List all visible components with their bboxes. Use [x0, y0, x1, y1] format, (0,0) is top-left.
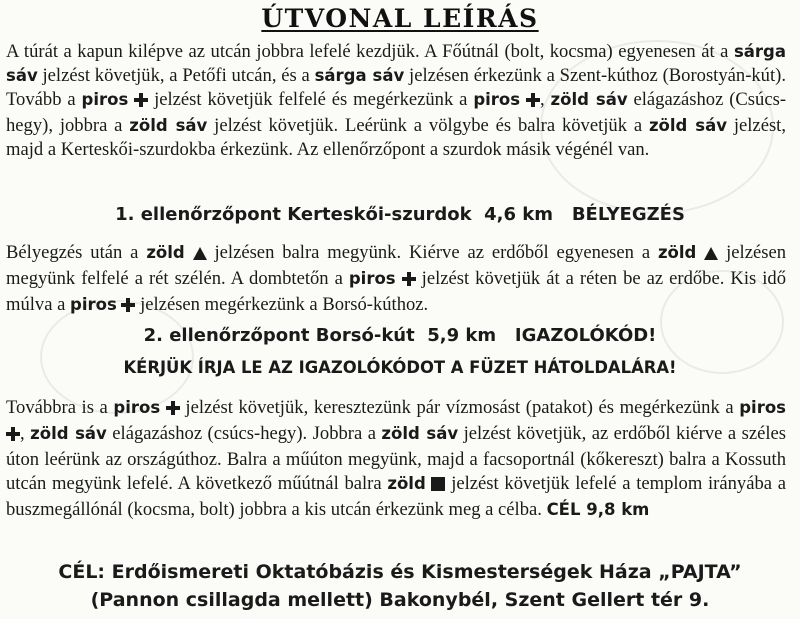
- red-cross-icon: [402, 269, 416, 293]
- route-paragraph-3: Továbbra is a piros jelzést követjük, keresztezünk pár vízmosást (patakot) és megérkezünk a piros , zöld sáv elágazáshoz (csúcs-hegy). Jobbra a zöld sáv jelzést követjük, az erdőből kiérve a széles úton leérünk az országúthoz. Balra a műúton megyünk, majd a facsoportnál (kőkereszt) balra a Kossuth utcán megyünk lefelé. A következő műútnál balra zöld jelzést követjük lefelé a templom irányába a buszmegállónál (kocsma, bolt) jobbra a kis utcán érkezünk meg a célba. CÉL 9,8 km: [6, 397, 787, 520]
- checkpoint-1-heading: 1. ellenőrzőpont Kerteskői-szurdok 4,6 km BÉLYEGZÉS: [115, 204, 685, 225]
- checkpoint-2-note: KÉRJÜK ÍRJA LE AZ IGAZOLÓKÓDOT A FÜZET HÁTOLDALÁRA!: [123, 358, 677, 377]
- route-paragraph-1: A túrát a kapun kilépve az utcán jobbra lefelé kezdjük. A Főútnál (bolt, kocsma) egyenesen át a sárga sáv jelzést követjük, a Petőfi utcán, és a sárga sáv jelzésen érkezünk a Szent-kúthoz (Borostyán-kút). Tovább a piros jelzést követjük felfelé és megérkezünk a piros , zöld sáv elágazáshoz (Csúcs-hegy), jobbra a zöld sáv jelzést követjük. Leérünk a völgybe és balra követjük a zöld sáv jelzést, majd a Kerteskői-szurdokba érkezünk. Az ellenőrzőpont a szurdok másik végénél van.: [6, 41, 787, 160]
- green-triangle-icon: [704, 243, 718, 267]
- finish-location-line-1: CÉL: Erdőismereti Oktatóbázis és Kismesterségek Háza „PAJTA”: [58, 561, 742, 583]
- checkpoint-2-heading: 2. ellenőrzőpont Borsó-kút 5,9 km IGAZOLÓKÓD!: [143, 325, 657, 346]
- red-cross-icon: [166, 398, 180, 422]
- red-cross-icon: [134, 90, 148, 114]
- red-cross-icon: [6, 424, 20, 448]
- red-cross-icon: [526, 90, 540, 114]
- page-title: ÚTVONAL LEÍRÁS: [261, 4, 539, 33]
- red-cross-icon: [121, 295, 135, 319]
- finish-location-line-2: (Pannon csillagda mellett) Bakonybél, Szent Gellert tér 9.: [90, 589, 710, 611]
- green-square-icon: [431, 474, 445, 498]
- green-triangle-icon: [193, 243, 207, 267]
- route-paragraph-2: Bélyegzés után a zöld jelzésen balra megyünk. Kiérve az erdőből egyenesen a zöld jelzésen megyünk felfelé a rét szélén. A dombtetőn a piros jelzést követjük át a réten be az erdőbe. Kis idő múlva a piros jelzésen megérkezünk a Borsó-kúthoz.: [6, 241, 786, 319]
